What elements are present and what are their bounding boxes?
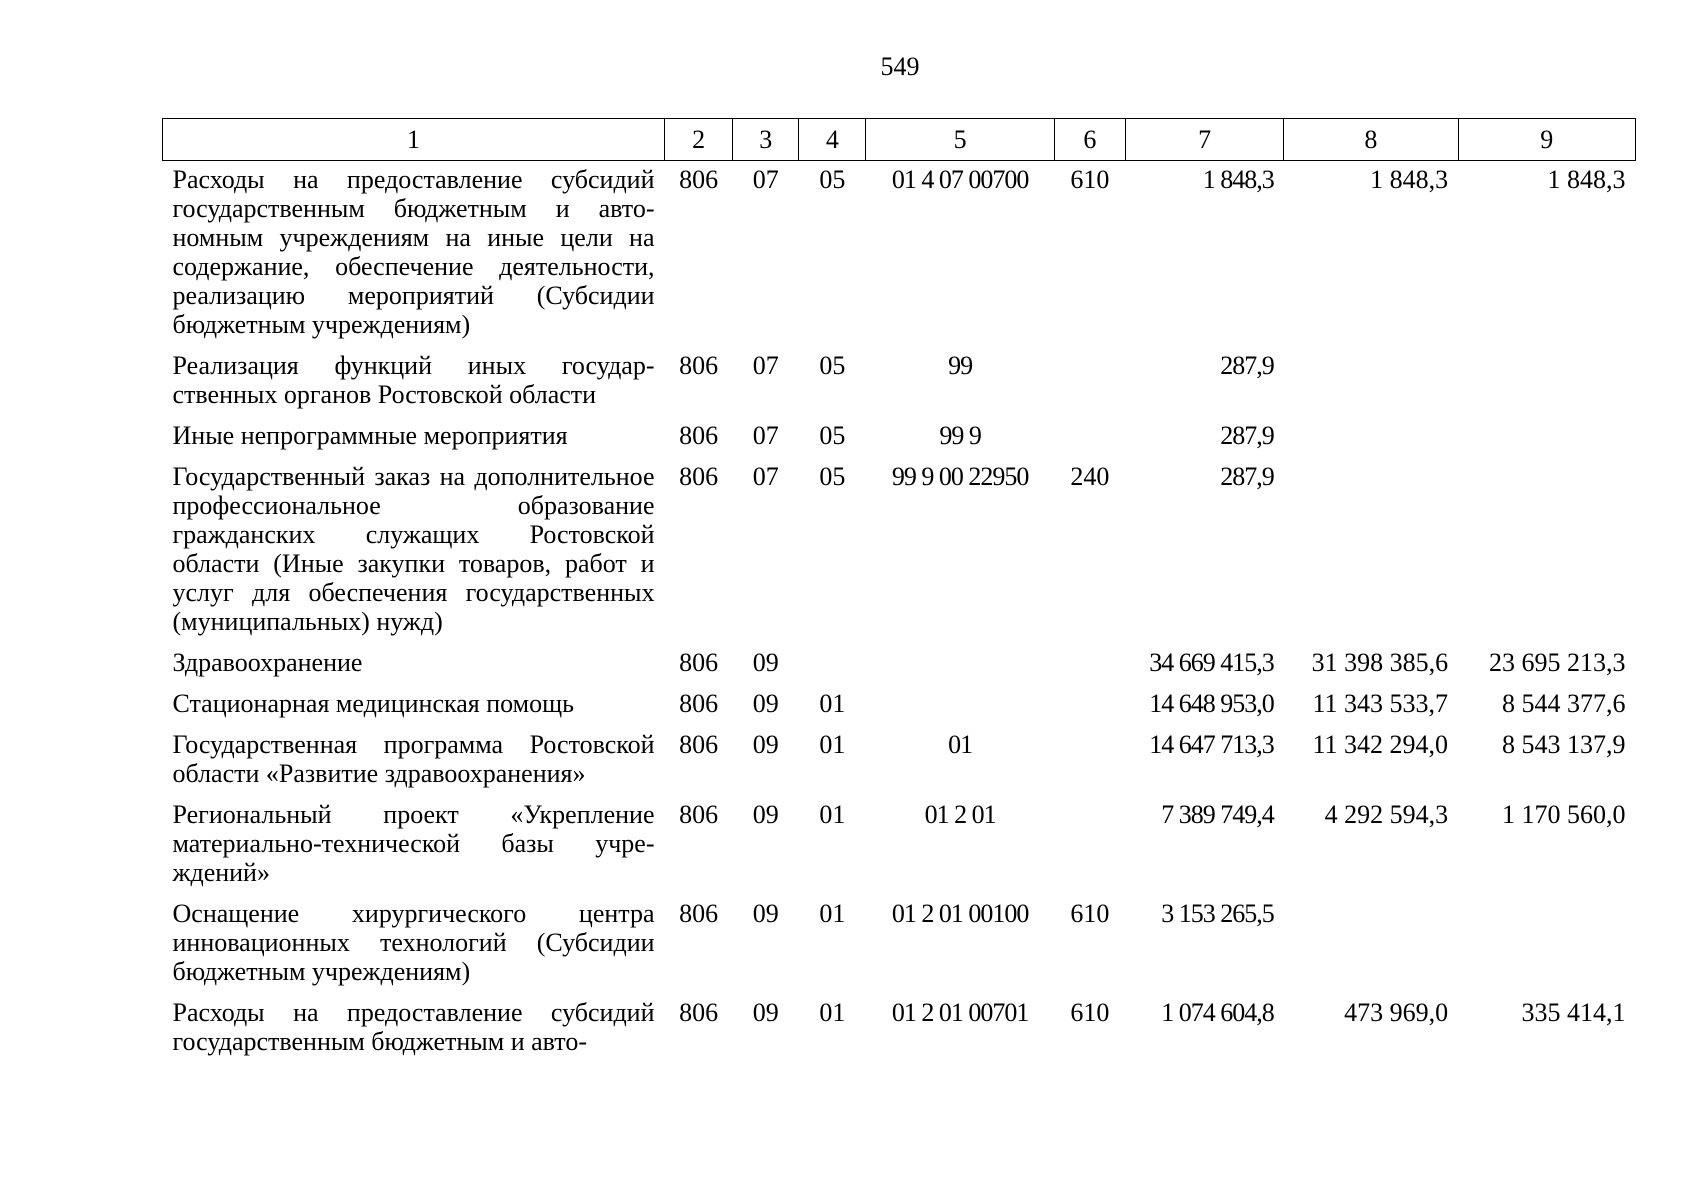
expense-type-code: 240: [1070, 462, 1110, 491]
amount-col-7: 1 074 604,8: [1161, 998, 1274, 1027]
table-row: [163, 897, 1636, 996]
section-code: 09: [752, 998, 779, 1027]
amount-col-9: [1458, 349, 1635, 419]
header-col-7: 7: [1125, 119, 1283, 161]
target-item-code: [866, 646, 1054, 687]
amount-col-9: 8 543 137,9: [1502, 730, 1626, 759]
target-item-code: [866, 687, 1054, 728]
ministry-code: 806: [679, 730, 719, 759]
amount-col-8: 11 343 533,7: [1312, 689, 1449, 718]
table-row: [163, 798, 1636, 897]
ministry-code: 806: [679, 689, 719, 718]
header-row: [163, 119, 1636, 161]
section-code: 07: [752, 421, 779, 450]
table-row: [163, 161, 1636, 350]
table-row: [163, 349, 1636, 419]
subsection-code: 05: [819, 462, 846, 491]
expense-type-code: [1054, 419, 1125, 460]
amount-col-9: 1 170 560,0: [1502, 800, 1626, 829]
amount-col-7: 14 648 953,0: [1149, 689, 1274, 718]
subsection-code: 01: [819, 730, 846, 759]
ministry-code: 806: [679, 165, 719, 194]
amount-col-7: 7 389 749,4: [1161, 800, 1274, 829]
amount-col-7: 34 669 415,3: [1149, 648, 1274, 677]
amount-col-8: [1284, 419, 1458, 460]
row-name: Государственная программа Ростовской области «Развитие здравоохранения»: [172, 730, 655, 788]
ministry-code: 806: [679, 648, 719, 677]
header-col-9: 9: [1458, 119, 1635, 161]
ministry-code: 806: [679, 462, 719, 491]
amount-col-7: 287,9: [1220, 421, 1274, 450]
expense-type-code: [1054, 349, 1125, 419]
target-item-code: 99 9: [939, 421, 981, 450]
row-name: Стационарная медицинская помощь: [172, 689, 574, 718]
amount-col-8: [1284, 349, 1458, 419]
ministry-code: 806: [679, 351, 719, 380]
row-name: Здравоохранение: [172, 648, 363, 677]
section-code: 09: [752, 730, 779, 759]
row-name: Государственный заказ на дополнительное профессиональное образование гражданских служащих Ростовской области (Иные закупки товаров, работ и услуг для обеспечения государственных (муниципальных) нужд): [172, 462, 655, 636]
target-item-code: 01 2 01 00701: [891, 998, 1029, 1027]
subsection-code: 05: [819, 351, 846, 380]
amount-col-8: [1284, 897, 1458, 996]
target-item-code: 01: [948, 730, 973, 759]
expense-type-code: [1054, 728, 1125, 798]
subsection-code: 01: [819, 800, 846, 829]
row-name: Иные непрограммные мероприятия: [172, 421, 568, 450]
header-col-8: 8: [1284, 119, 1458, 161]
amount-col-9: [1458, 897, 1635, 996]
target-item-code: 99: [948, 351, 973, 380]
ministry-code: 806: [679, 998, 719, 1027]
expense-type-code: [1054, 687, 1125, 728]
amount-col-9: 1 848,3: [1547, 165, 1626, 194]
amount-col-8: 1 848,3: [1370, 165, 1449, 194]
amount-col-8: 4 292 594,3: [1324, 800, 1449, 829]
row-name: Региональный проект «Укрепление материально-технической базы учреждений»: [172, 800, 655, 887]
table-row: [163, 996, 1636, 1066]
amount-col-7: 14 647 713,3: [1149, 730, 1274, 759]
amount-col-7: 1 848,3: [1202, 165, 1274, 194]
amount-col-9: [1458, 460, 1635, 646]
subsection-code: 01: [819, 689, 846, 718]
subsection-code: 01: [819, 998, 846, 1027]
row-name: Расходы на предоставление субсидий государственным бюджетным и автономным учреждениям на иные цели на содержание, обеспечение деятельности, реализацию мероприятий (Субсидии бюджетным учреждениям): [172, 165, 655, 339]
expense-type-code: [1054, 646, 1125, 687]
ministry-code: 806: [679, 899, 719, 928]
row-name: Расходы на предоставление субсидий государственным бюджетным и авто-: [172, 998, 655, 1056]
expense-type-code: 610: [1070, 998, 1110, 1027]
table-row: [163, 460, 1636, 646]
section-code: 09: [752, 899, 779, 928]
amount-col-7: 287,9: [1220, 462, 1274, 491]
header-col-4: 4: [799, 119, 866, 161]
amount-col-7: 3 153 265,5: [1161, 899, 1274, 928]
target-item-code: 01 2 01: [924, 800, 996, 829]
section-code: 07: [752, 462, 779, 491]
expense-type-code: 610: [1070, 899, 1110, 928]
amount-col-8: 11 342 294,0: [1312, 730, 1449, 759]
amount-col-9: [1458, 419, 1635, 460]
subsection-code: 01: [819, 899, 846, 928]
table-row: [163, 646, 1636, 687]
amount-col-8: [1284, 460, 1458, 646]
table-header: [163, 119, 1636, 161]
row-name: Реализация функций иных государственных органов Ростовской области: [172, 351, 655, 409]
section-code: 09: [752, 648, 779, 677]
table-row: [163, 728, 1636, 798]
subsection-code: 05: [819, 421, 846, 450]
subsection-code: 05: [819, 165, 846, 194]
section-code: 07: [752, 165, 779, 194]
header-col-2: 2: [665, 119, 733, 161]
header-col-5: 5: [866, 119, 1054, 161]
subsection-code: [799, 646, 866, 687]
target-item-code: 01 4 07 00700: [891, 165, 1029, 194]
target-item-code: 99 9 00 22950: [891, 462, 1029, 491]
amount-col-7: 287,9: [1220, 351, 1274, 380]
expense-type-code: [1054, 798, 1125, 897]
row-name: Оснащение хирургического центра инновационных технологий (Субсидии бюджетным учреждениям): [172, 899, 655, 986]
header-col-1: 1: [163, 119, 665, 161]
target-item-code: 01 2 01 00100: [891, 899, 1029, 928]
amount-col-9: 335 414,1: [1521, 998, 1626, 1027]
page-number: 549: [880, 52, 920, 81]
section-code: 09: [752, 800, 779, 829]
budget-table: [162, 118, 1636, 1066]
ministry-code: 806: [679, 800, 719, 829]
table-row: [163, 419, 1636, 460]
section-code: 09: [752, 689, 779, 718]
expense-type-code: 610: [1070, 165, 1110, 194]
ministry-code: 806: [679, 421, 719, 450]
section-code: 07: [752, 351, 779, 380]
header-col-6: 6: [1054, 119, 1125, 161]
table-body: [163, 161, 1636, 1067]
amount-col-9: 23 695 213,3: [1489, 648, 1626, 677]
amount-col-9: 8 544 377,6: [1502, 689, 1626, 718]
table-row: [163, 687, 1636, 728]
amount-col-8: 31 398 385,6: [1311, 648, 1449, 677]
header-col-3: 3: [733, 119, 799, 161]
amount-col-8: 473 969,0: [1344, 998, 1449, 1027]
